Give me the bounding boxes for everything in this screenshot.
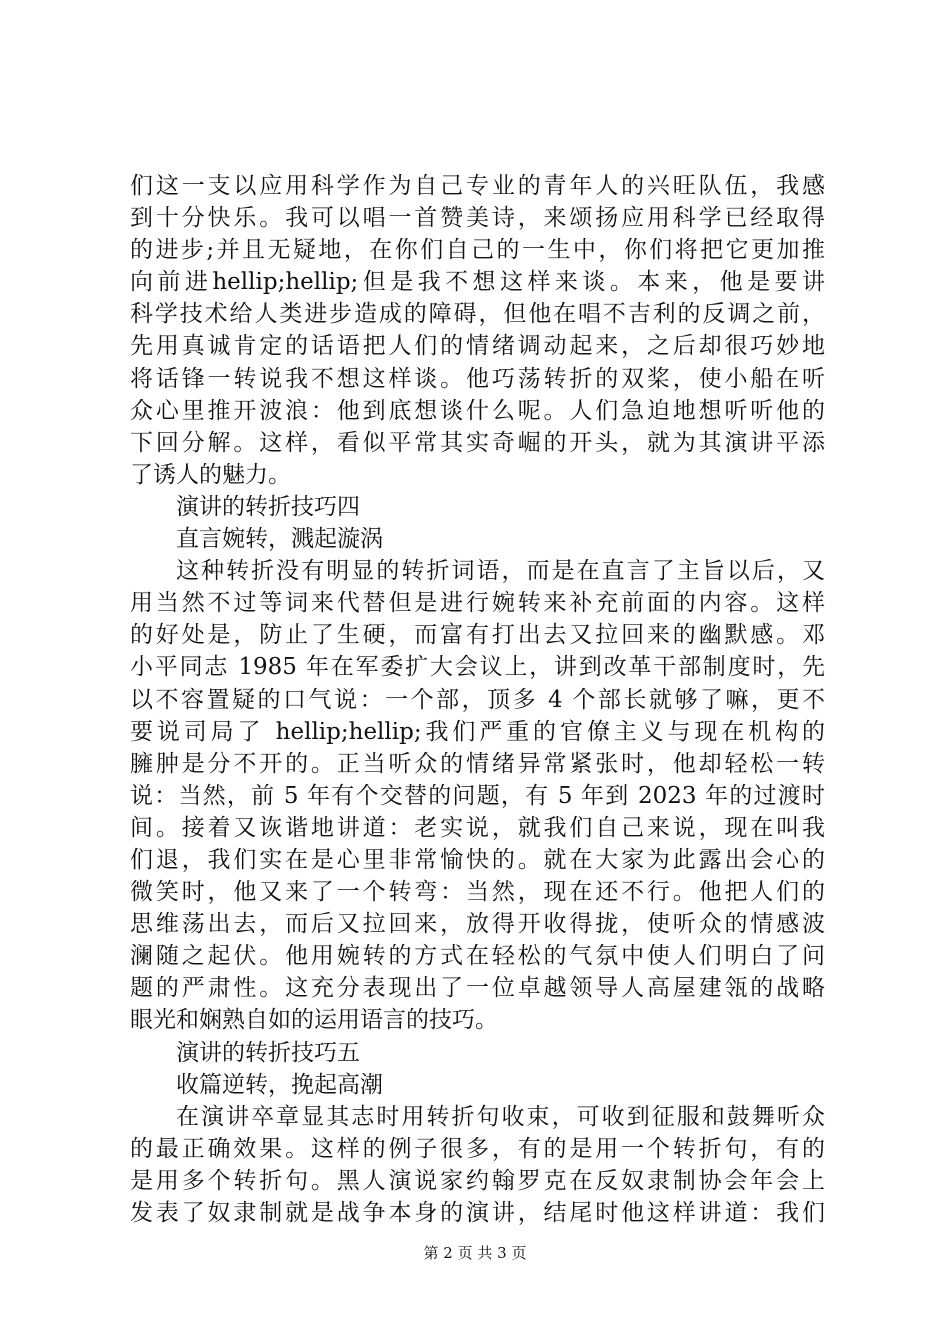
text-line: 臃肿是分不开的。正当听众的情绪异常紧张时，他却轻松一转 [130,750,825,777]
text-line: 要说司局了 hellip;hellip;我们严重的官僚主义与现在机构的 [130,718,825,745]
text-line: 先用真诚肯定的话语把人们的情绪调动起来，之后却很巧妙地 [130,333,825,360]
text-line: 的进步;并且无疑地，在你们自己的一生中，你们将把它更加推 [130,237,825,264]
text-line: 说：当然，前 5 年有个交替的问题，有 5 年到 2023 年的过渡时 [130,782,825,809]
text-line: 科学技术给人类进步造成的障碍，但他在唱不吉利的反调之前， [130,301,825,328]
text-line: 众心里推开波浪：他到底想谈什么呢。人们急迫地想听听他的 [130,397,825,424]
text-line: 是用多个转折句。黑人演说家约翰罗克在反奴隶制协会年会上 [130,1167,825,1194]
text-line: 这种转折没有明显的转折词语，而是在直言了主旨以后，又 [176,558,825,585]
text-line: 小平同志 1985 年在军委扩大会议上，讲到改革干部制度时，先 [130,654,825,681]
page-footer [0,1243,950,1263]
section-subheading: 收篇逆转，挽起高潮 [176,1071,383,1098]
text-line: 们退，我们实在是心里非常愉快的。就在大家为此露出会心的 [130,846,825,873]
text-line: 将话锋一转说我不想这样谈。他巧荡转折的双桨，使小船在听 [130,365,825,392]
text-line: 到十分快乐。我可以唱一首赞美诗，来颂扬应用科学已经取得 [130,205,825,232]
text-line: 们这一支以应用科学作为自己专业的青年人的兴旺队伍，我感 [130,173,825,199]
text-line: 用当然不过等词来代替但是进行婉转来补充前面的内容。这样 [130,590,825,617]
section-heading: 演讲的转折技巧五 [176,1039,360,1066]
text-line: 下回分解。这样，看似平常其实奇崛的开头，就为其演讲平添 [130,429,825,456]
text-line: 间。接着又诙谐地讲道：老实说，就我们自己来说，现在叫我 [130,814,825,841]
text-line: 发表了奴隶制就是战争本身的演讲，结尾时他这样讲道：我们 [130,1200,825,1226]
text-line: 的最正确效果。这样的例子很多，有的是用一个转折句，有的 [130,1135,825,1162]
text-line: 澜随之起伏。他用婉转的方式在轻松的气氛中使人们明白了问 [130,943,825,970]
page-number-label: 第 2 页 共 3 页 [423,1244,527,1262]
text-line: 在演讲卒章显其志时用转折句收束，可收到征服和鼓舞听众 [176,1103,825,1130]
text-line: 了诱人的魅力。 [130,461,291,488]
text-line: 向前进hellip;hellip;但是我不想这样来谈。本来，他是要讲 [130,269,825,296]
text-line: 思维荡出去，而后又拉回来，放得开收得拢，使听众的情感波 [130,911,825,938]
text-line: 微笑时，他又来了一个转弯：当然，现在还不行。他把人们的 [130,879,825,906]
text-line: 题的严肃性。这充分表现出了一位卓越领导人高屋建瓴的战略 [130,975,825,1002]
text-line: 以不容置疑的口气说：一个部，顶多 4 个部长就够了嘛，更不 [130,686,825,713]
document-body [130,170,825,1229]
text-line: 眼光和娴熟自如的运用语言的技巧。 [130,1007,498,1034]
section-subheading: 直言婉转，溅起漩涡 [176,526,383,553]
section-heading: 演讲的转折技巧四 [176,493,360,520]
text-line: 的好处是，防止了生硬，而富有打出去又拉回来的幽默感。邓 [130,622,825,649]
